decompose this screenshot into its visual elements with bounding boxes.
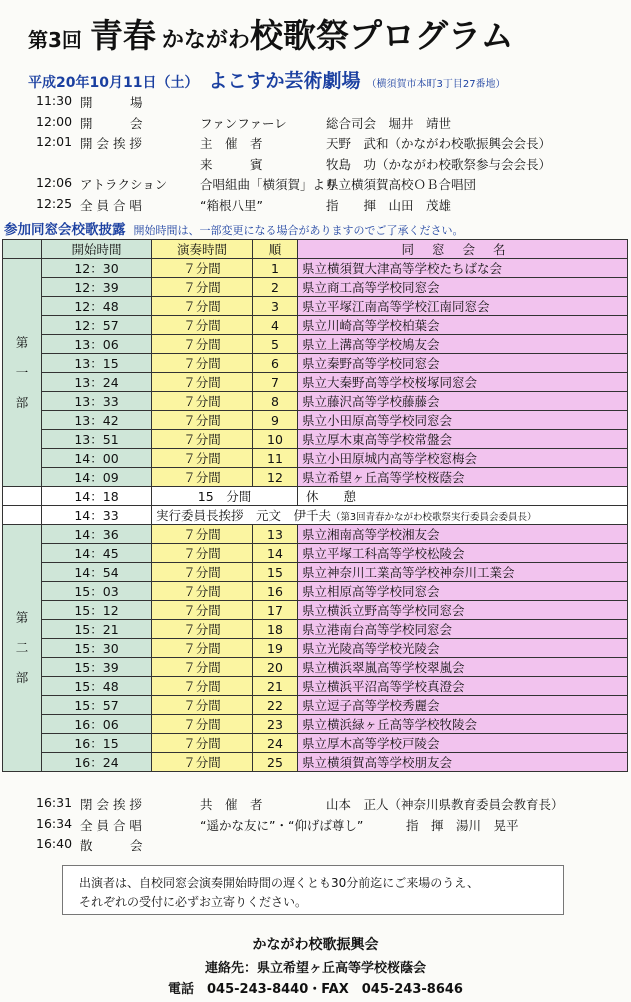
notice-line-1: 出演者は、自校同窓会演奏開始時間の遅くとも30分前迄にご来場のうえ、 (79, 876, 479, 890)
table-row (3, 430, 628, 449)
closing-row (36, 836, 626, 854)
start-time-cell: 13：15 (42, 354, 152, 373)
start-time-cell: 14：00 (42, 449, 152, 468)
footer-contact: 連絡先：県立希望ヶ丘高等学校桜蔭会 (204, 961, 426, 976)
alumni-name-cell: 県立秦野高等学校同窓会 (298, 354, 628, 373)
start-time-cell: 15：03 (42, 582, 152, 601)
event-venue: よこすか芸術劇場 (208, 70, 361, 92)
start-time-cell: 15：12 (42, 601, 152, 620)
alumni-name-cell: 県立横浜緑ヶ丘高等学校牧陵会 (298, 715, 628, 734)
section-note: 開始時間は、一部変更になる場合がありますのでご了承ください。 (133, 224, 464, 237)
order-cell: 7 (253, 373, 298, 392)
schedule-row (36, 175, 626, 193)
footer-phone: 電話 045-243-8440・FAX 045-243-8646 (168, 982, 463, 997)
title-kanagawa: かながわ (161, 28, 250, 53)
alumni-name-cell: 県立小田原高等学校同窓会 (298, 411, 628, 430)
alumni-name-cell: 県立横浜平沼高等学校真澄会 (298, 677, 628, 696)
greeting-text (152, 506, 628, 525)
order-cell: 8 (253, 392, 298, 411)
order-cell: 20 (253, 658, 298, 677)
start-time-cell: 15：57 (42, 696, 152, 715)
schedule-event: 開 会 挨 拶 (80, 136, 142, 151)
event-subtitle (28, 66, 628, 92)
start-time-cell: 16：24 (42, 753, 152, 772)
start-time-cell: 14：45 (42, 544, 152, 563)
duration-cell: ７分間 (152, 544, 253, 563)
order-cell: 6 (253, 354, 298, 373)
duration-cell: ７分間 (152, 658, 253, 677)
table-row (3, 753, 628, 772)
start-time-cell: 13：33 (42, 392, 152, 411)
order-cell: 25 (253, 753, 298, 772)
order-cell: 15 (253, 563, 298, 582)
table-row (3, 715, 628, 734)
order-cell: 3 (253, 297, 298, 316)
start-time-cell: 15：48 (42, 677, 152, 696)
closing-time: 16:31 (36, 795, 73, 810)
schedule-time: 12:25 (36, 195, 73, 211)
alumni-name-cell: 県立大秦野高等学校桜塚同窓会 (298, 373, 628, 392)
order-cell: 23 (253, 715, 298, 734)
alumni-name-cell: 県立横須賀大津高等学校たちばな会 (298, 259, 628, 278)
closing-time: 16:34 (36, 815, 73, 831)
header-alumni-name: 同窓会名 (298, 240, 628, 259)
header-order: 順 (253, 240, 298, 259)
table-row (3, 620, 628, 639)
alumni-name-cell: 県立藤沢高等学校藤藤会 (298, 392, 628, 411)
duration-cell: ７分間 (152, 696, 253, 715)
schedule-time: 12:06 (36, 175, 73, 190)
table-row (3, 525, 628, 544)
start-time-cell: 15：21 (42, 620, 152, 639)
table-row (3, 259, 628, 278)
alumni-name-cell: 県立川崎高等学校柏葉会 (298, 316, 628, 335)
schedule-time: 12:00 (36, 113, 73, 129)
greeting-row (3, 506, 628, 525)
header-part (3, 240, 42, 259)
schedule-detail: 指 揮 山田 茂雄 (326, 197, 452, 213)
table-row (3, 278, 628, 297)
duration-cell: ７分間 (152, 715, 253, 734)
start-time-cell: 13：24 (42, 373, 152, 392)
section-title: 参加同窓会校歌披露 (4, 222, 126, 238)
order-cell: 1 (253, 259, 298, 278)
order-cell: 4 (253, 316, 298, 335)
duration-cell: ７分間 (152, 677, 253, 696)
duration-cell: ７分間 (152, 297, 253, 316)
order-cell: 14 (253, 544, 298, 563)
part-2-label: 第 二 部 (3, 525, 42, 772)
schedule-time: 12:01 (36, 134, 73, 149)
schedule-event: 開 場 (80, 95, 143, 110)
closing-role: “遥かな友に”・“仰げば尊し” (200, 817, 364, 833)
break-empty (3, 487, 42, 506)
table-header (3, 240, 628, 259)
duration-cell: ７分間 (152, 639, 253, 658)
order-cell: 13 (253, 525, 298, 544)
table-row (3, 354, 628, 373)
schedule-event: アトラクション (80, 177, 168, 192)
table-row (3, 696, 628, 715)
alumni-name-cell: 県立希望ヶ丘高等学校桜蔭会 (298, 468, 628, 487)
order-cell: 24 (253, 734, 298, 753)
closing-time: 16:40 (36, 836, 73, 851)
table-row (3, 373, 628, 392)
duration-cell: ７分間 (152, 354, 253, 373)
schedule-time: 11:30 (36, 93, 73, 108)
header-start-time: 開始時間 (42, 240, 152, 259)
schedule-detail: 総合司会 堀井 靖世 (326, 115, 452, 131)
closing-event: 全 員 合 唱 (80, 817, 142, 833)
closing-role: 共 催 者 (200, 797, 263, 812)
footer-organization: かながわ校歌振興会 (252, 937, 379, 953)
break-duration: 15 分間 (152, 487, 298, 506)
order-cell: 10 (253, 430, 298, 449)
order-cell: 2 (253, 278, 298, 297)
event-address: （横須賀市本町3丁目27番地） (366, 79, 506, 90)
duration-cell: ７分間 (152, 335, 253, 354)
schedule-detail: 天野 武和（かながわ校歌振興会会長） (326, 136, 552, 151)
alumni-name-cell: 県立平塚工科高等学校松陵会 (298, 544, 628, 563)
table-row (3, 677, 628, 696)
table-row (3, 544, 628, 563)
schedule-role: “箱根八里” (200, 197, 263, 213)
duration-cell: ７分間 (152, 601, 253, 620)
table-row (3, 658, 628, 677)
duration-cell: ７分間 (152, 582, 253, 601)
title-rest: 校歌祭プログラム (249, 16, 514, 55)
start-time-cell: 13：42 (42, 411, 152, 430)
break-row (3, 487, 628, 506)
break-label: 休 憩 (298, 487, 628, 506)
order-cell: 16 (253, 582, 298, 601)
order-cell: 21 (253, 677, 298, 696)
duration-cell: ７分間 (152, 449, 253, 468)
duration-cell: ７分間 (152, 430, 253, 449)
table-row (3, 563, 628, 582)
closing-event: 閉 会 挨 拶 (80, 797, 142, 812)
start-time-cell: 14：54 (42, 563, 152, 582)
greeting-note: （第3回青春かながわ校歌祭実行委員会委員長） (331, 512, 537, 523)
table-row (3, 335, 628, 354)
alumni-name-cell: 県立港南台高等学校同窓会 (298, 620, 628, 639)
alumni-name-cell: 県立相原高等学校同窓会 (298, 582, 628, 601)
alumni-name-cell: 県立神奈川工業高等学校神奈川工業会 (298, 563, 628, 582)
break-time: 14：18 (42, 487, 152, 506)
notice-line-2: それぞれの受付に必ずお立寄りください。 (79, 895, 308, 909)
table-row (3, 297, 628, 316)
schedule-row (36, 114, 626, 132)
performer-notice (62, 865, 564, 915)
schedule-role: 来 賓 (200, 156, 263, 172)
order-cell: 9 (253, 411, 298, 430)
order-cell: 12 (253, 468, 298, 487)
greeting-time: 14：33 (42, 506, 152, 525)
start-time-cell: 14：36 (42, 525, 152, 544)
table-row (3, 449, 628, 468)
alumni-name-cell: 県立商工高等学校同窓会 (298, 278, 628, 297)
start-time-cell: 13：51 (42, 430, 152, 449)
start-time-cell: 15：30 (42, 639, 152, 658)
alumni-name-cell: 県立厚木東高等学校常盤会 (298, 430, 628, 449)
greeting-speaker: 実行委員長挨拶 元文 伊千夫 (156, 508, 332, 523)
alumni-name-cell: 県立光陵高等学校光陵会 (298, 639, 628, 658)
schedule-role: 主 催 者 (200, 136, 263, 151)
schedule-row (36, 93, 626, 111)
table-row (3, 468, 628, 487)
alumni-name-cell: 県立小田原城内高等学校窓梅会 (298, 449, 628, 468)
table-row (3, 639, 628, 658)
start-time-cell: 16：06 (42, 715, 152, 734)
alumni-name-cell: 県立平塚江南高等学校江南同窓会 (298, 297, 628, 316)
alumni-name-cell: 県立上溝高等学校鳩友会 (298, 335, 628, 354)
table-row (3, 392, 628, 411)
schedule-detail: 県立横須賀高校ＯＢ合唱団 (326, 177, 477, 192)
duration-cell: ７分間 (152, 563, 253, 582)
schedule-event: 全 員 合 唱 (80, 197, 142, 213)
order-cell: 17 (253, 601, 298, 620)
schedule-row (36, 196, 626, 214)
order-cell: 11 (253, 449, 298, 468)
program-title (28, 10, 628, 60)
start-time-cell: 12：48 (42, 297, 152, 316)
section-heading (4, 218, 464, 236)
alumni-name-cell: 県立横須賀高等学校朋友会 (298, 753, 628, 772)
start-time-cell: 14：09 (42, 468, 152, 487)
duration-cell: ７分間 (152, 411, 253, 430)
order-cell: 18 (253, 620, 298, 639)
closing-row (36, 795, 626, 813)
table-row (3, 601, 628, 620)
alumni-name-cell: 県立横浜立野高等学校同窓会 (298, 601, 628, 620)
start-time-cell: 16：15 (42, 734, 152, 753)
order-cell: 22 (253, 696, 298, 715)
start-time-cell: 12：30 (42, 259, 152, 278)
duration-cell: ７分間 (152, 525, 253, 544)
schedule-detail: 牧島 功（かながわ校歌祭参与会会長） (326, 156, 552, 172)
greeting-empty (3, 506, 42, 525)
duration-cell: ７分間 (152, 753, 253, 772)
closing-row (36, 816, 626, 834)
alumni-name-cell: 県立横浜翠嵐高等学校翠嵐会 (298, 658, 628, 677)
alumni-name-cell: 県立厚木高等学校戸陵会 (298, 734, 628, 753)
table-row (3, 582, 628, 601)
closing-detail: 山本 正人（神奈川県教育委員会教育長） (326, 797, 564, 812)
header-duration: 演奏時間 (152, 240, 253, 259)
closing-event: 散 会 (80, 838, 143, 853)
start-time-cell: 12：39 (42, 278, 152, 297)
schedule-row (36, 155, 626, 173)
closing-detail: 指 揮 湯川 晃平 (406, 817, 519, 833)
alumni-name-cell: 県立逗子高等学校秀麗会 (298, 696, 628, 715)
start-time-cell: 13：06 (42, 335, 152, 354)
duration-cell: ７分間 (152, 392, 253, 411)
order-cell: 19 (253, 639, 298, 658)
table-row (3, 734, 628, 753)
schedule-event: 開 会 (80, 115, 143, 131)
schedule-row (36, 134, 626, 152)
schedule-role: ファンファーレ (200, 115, 287, 131)
duration-cell: ７分間 (152, 278, 253, 297)
table-row (3, 411, 628, 430)
alumni-name-cell: 県立湘南高等学校湘友会 (298, 525, 628, 544)
event-date: 平成20年10月11日（土） (28, 75, 199, 91)
order-cell: 5 (253, 335, 298, 354)
table-row (3, 316, 628, 335)
duration-cell: ７分間 (152, 259, 253, 278)
title-seishun: 青春 (89, 16, 156, 55)
duration-cell: ７分間 (152, 373, 253, 392)
start-time-cell: 12：57 (42, 316, 152, 335)
duration-cell: ７分間 (152, 468, 253, 487)
duration-cell: ７分間 (152, 316, 253, 335)
schedule-role: 合唱組曲「横須賀」より (200, 177, 338, 192)
part-1-label: 第 一 部 (3, 259, 42, 487)
duration-cell: ７分間 (152, 620, 253, 639)
title-edition: 第3回 (28, 28, 82, 52)
performance-table (2, 239, 628, 772)
start-time-cell: 15：39 (42, 658, 152, 677)
duration-cell: ７分間 (152, 734, 253, 753)
